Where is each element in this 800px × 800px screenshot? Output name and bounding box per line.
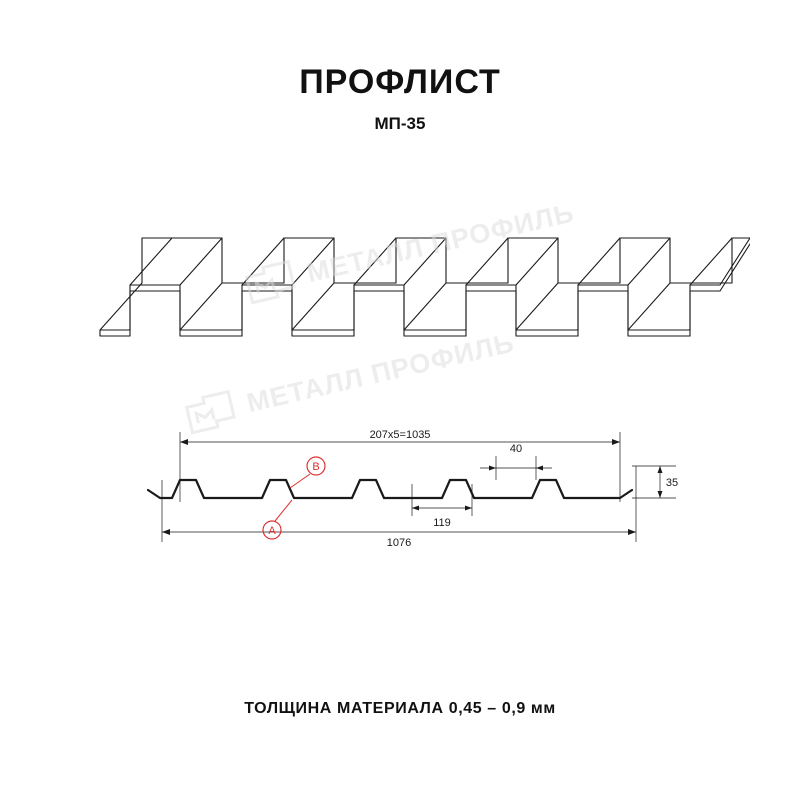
dim-overall-width: 1076 <box>386 537 412 549</box>
page-title: ПРОФЛИСТ <box>299 63 501 101</box>
callout-a-label: A <box>268 525 276 537</box>
isometric-drawing <box>60 190 750 360</box>
watermark-text: МЕТАЛЛ ПРОФИЛЬ <box>243 327 517 418</box>
dim-rib-top: 40 <box>509 443 523 455</box>
isometric-svg <box>60 190 750 360</box>
callout-a <box>263 500 292 539</box>
callout-b <box>290 457 325 488</box>
dim-pitch-total: 207x5=1035 <box>369 429 431 441</box>
header <box>0 62 800 134</box>
section-drawing <box>120 420 700 580</box>
dim-rib-base: 119 <box>433 517 451 529</box>
model-name: МП-35 <box>374 114 426 133</box>
callout-b-label: B <box>312 461 320 473</box>
watermark-text: МЕТАЛЛ ПРОФИЛЬ <box>303 197 577 288</box>
material-thickness-note: ТОЛЩИНА МАТЕРИАЛА 0,45 – 0,9 мм <box>244 700 556 717</box>
dim-profile-height: 35 <box>665 477 679 489</box>
section-svg <box>120 420 700 580</box>
